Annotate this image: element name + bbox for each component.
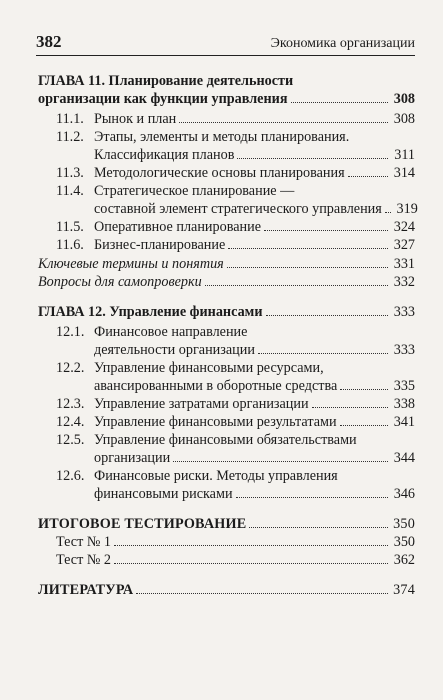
section-number: 12.2. xyxy=(56,360,85,376)
section-title: Финансовое направление xyxy=(94,324,248,340)
section-title: Финансовые риски. Методы управления xyxy=(94,468,338,484)
dot-leader xyxy=(348,176,388,177)
section-title: составной элемент стратегического управления xyxy=(94,201,382,217)
toc-entry-11-3 xyxy=(38,164,415,182)
toc-test-1 xyxy=(38,533,415,551)
section-number: 11.6. xyxy=(56,237,84,253)
page-ref: 332 xyxy=(393,274,415,290)
page-ref: 346 xyxy=(393,486,415,502)
page-number: 382 xyxy=(36,32,62,51)
chapter-title-line: ГЛАВА 11. Планирование деятельности xyxy=(38,73,294,89)
dot-leader xyxy=(385,212,391,213)
chapter-12-heading xyxy=(38,303,415,321)
toc-entry-11-5 xyxy=(38,218,415,236)
page-ref: 314 xyxy=(393,165,415,181)
section-title: финансовыми рисками xyxy=(94,486,233,502)
dot-leader xyxy=(114,545,388,546)
dot-leader xyxy=(340,425,388,426)
toc-literature xyxy=(38,581,415,599)
section-number: 11.3. xyxy=(56,165,84,181)
page-ref: 350 xyxy=(393,534,415,550)
page-ref: 331 xyxy=(393,256,415,272)
page-ref: 341 xyxy=(393,414,415,430)
toc-entry-12-3 xyxy=(38,395,415,413)
page-ref: 350 xyxy=(393,516,415,532)
table-of-contents xyxy=(38,72,418,599)
section-number: 11.2. xyxy=(56,129,84,145)
dot-leader xyxy=(227,267,388,268)
running-title: Экономика организации xyxy=(270,36,415,51)
toc-entry-11-6 xyxy=(38,236,415,254)
toc-key-terms xyxy=(38,255,415,273)
final-testing-label: ИТОГОВОЕ ТЕСТИРОВАНИЕ xyxy=(38,516,247,532)
section-number: 12.5. xyxy=(56,432,85,448)
literature-label: ЛИТЕРАТУРА xyxy=(38,582,134,598)
section-title: авансированными в оборотные средства xyxy=(94,378,338,394)
dot-leader xyxy=(114,563,388,564)
chapter-title-line: организации как функции управления xyxy=(38,91,288,107)
page-header xyxy=(36,30,415,56)
self-check-label: Вопросы для самопроверки xyxy=(38,274,202,290)
section-number: 11.1. xyxy=(56,111,84,127)
page-ref: 344 xyxy=(393,450,415,466)
dot-leader xyxy=(228,248,388,249)
test-label: Тест № 1 xyxy=(56,534,111,550)
page-ref: 374 xyxy=(393,582,415,598)
dot-leader xyxy=(291,102,389,103)
page-ref: 324 xyxy=(393,219,415,235)
section-number: 12.1. xyxy=(56,324,85,340)
dot-leader xyxy=(340,389,388,390)
toc-entry-12-6 xyxy=(38,467,415,503)
page-ref: 335 xyxy=(393,378,415,394)
toc-entry-11-4 xyxy=(38,182,418,218)
section-number: 11.4. xyxy=(56,183,84,199)
toc-entry-12-2 xyxy=(38,359,415,395)
page-ref: 308 xyxy=(393,111,415,127)
toc-final-testing xyxy=(38,515,415,533)
chapter-11-heading xyxy=(38,72,415,108)
dot-leader xyxy=(205,285,388,286)
dot-leader xyxy=(266,315,388,316)
section-number: 12.6. xyxy=(56,468,85,484)
test-label: Тест № 2 xyxy=(56,552,111,568)
dot-leader xyxy=(312,407,388,408)
toc-entry-12-4 xyxy=(38,413,415,431)
section-title: Управление финансовыми обязательствами xyxy=(94,432,357,448)
section-number: 11.5. xyxy=(56,219,84,235)
toc-entry-12-5 xyxy=(38,431,415,467)
section-title: Управление затратами организации xyxy=(94,396,309,412)
section-number: 12.3. xyxy=(56,396,85,412)
section-title: Рынок и план xyxy=(94,111,177,127)
dot-leader xyxy=(136,593,388,594)
header-rule xyxy=(36,55,415,56)
section-title: Этапы, элементы и методы планирования. xyxy=(94,129,350,145)
section-title: организации xyxy=(94,450,171,466)
dot-leader xyxy=(264,230,388,231)
toc-self-check xyxy=(38,273,415,291)
page-ref: 338 xyxy=(393,396,415,412)
section-title: деятельности организации xyxy=(94,342,255,358)
section-title: Бизнес-планирование xyxy=(94,237,226,253)
toc-entry-11-1 xyxy=(38,110,415,128)
section-title: Управление финансовыми результатами xyxy=(94,414,337,430)
page-ref: 333 xyxy=(393,304,415,320)
dot-leader xyxy=(237,158,388,159)
section-title: Классификация планов xyxy=(94,147,235,163)
chapter-title: ГЛАВА 12. Управление финансами xyxy=(38,304,263,320)
toc-entry-11-2 xyxy=(38,128,415,164)
page-ref: 362 xyxy=(393,552,415,568)
page-ref: 319 xyxy=(396,201,418,217)
dot-leader xyxy=(173,461,388,462)
section-title: Оперативное планирование xyxy=(94,219,261,235)
section-title: Стратегическое планирование — xyxy=(94,183,295,199)
section-title: Управление финансовыми ресурсами, xyxy=(94,360,324,376)
section-number: 12.4. xyxy=(56,414,85,430)
toc-entry-12-1 xyxy=(38,323,415,359)
page-ref: 327 xyxy=(393,237,415,253)
dot-leader xyxy=(236,497,388,498)
page-ref: 333 xyxy=(393,342,415,358)
dot-leader xyxy=(258,353,388,354)
section-title: Методологические основы планирования xyxy=(94,165,345,181)
page-ref: 308 xyxy=(393,91,415,107)
page-ref: 311 xyxy=(394,147,415,163)
dot-leader xyxy=(249,527,388,528)
toc-test-2 xyxy=(38,551,415,569)
dot-leader xyxy=(179,122,388,123)
key-terms-label: Ключевые термины и понятия xyxy=(38,256,224,272)
